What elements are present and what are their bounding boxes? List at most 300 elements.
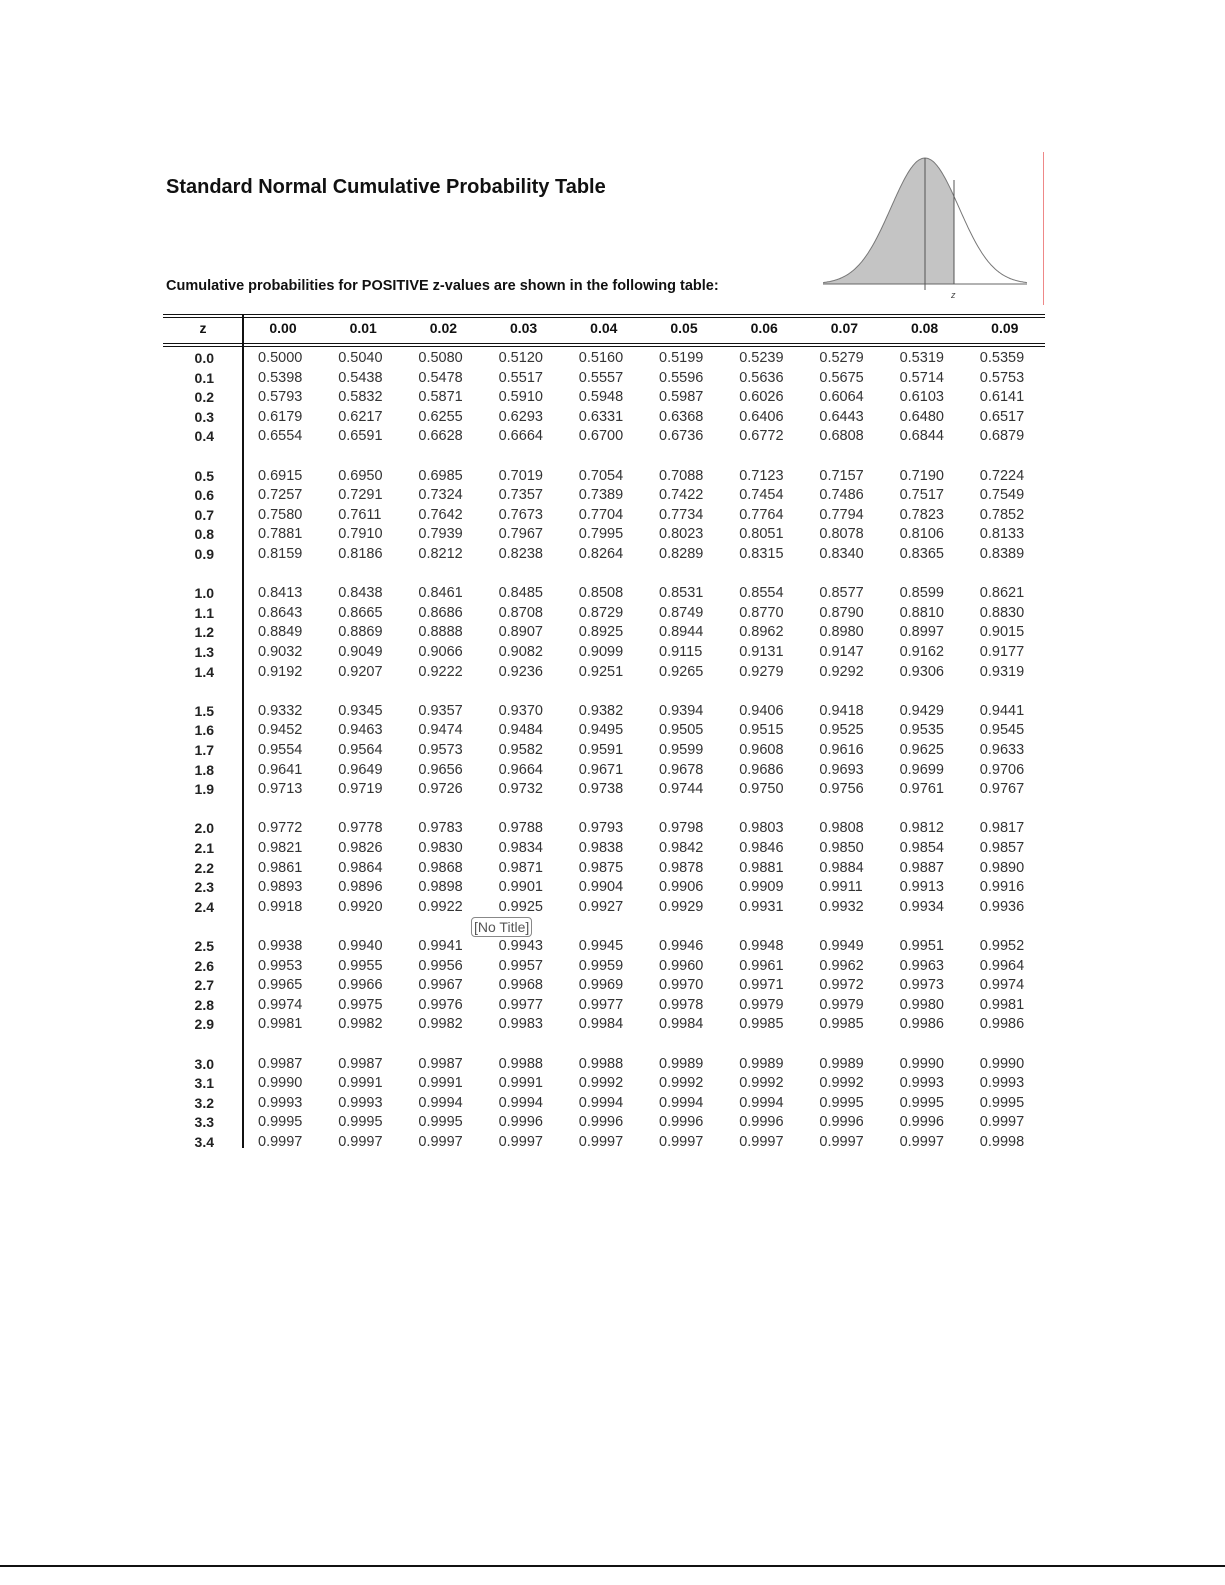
z-value: 2.2: [194, 859, 214, 876]
probability-cell: 0.9495: [578, 722, 624, 739]
probability-cell: 0.9890: [979, 859, 1025, 876]
z-value: 0.9: [194, 546, 214, 562]
probability-cell: 0.9988: [498, 1055, 543, 1072]
probability-cell: 0.9649: [338, 761, 383, 778]
probability-cell: 0.9406: [739, 702, 784, 719]
probability-cell: 0.9599: [659, 742, 704, 758]
probability-cell: 0.8508: [578, 585, 624, 602]
probability-cell: 0.9719: [338, 781, 383, 798]
probability-cell: 0.6554: [258, 428, 303, 445]
probability-cell: 0.9997: [418, 1134, 463, 1150]
table-row: [163, 722, 1045, 742]
probability-cell: 0.9974: [979, 977, 1025, 994]
probability-cell: 0.8869: [338, 624, 383, 641]
probability-cell: 0.9990: [258, 1075, 303, 1092]
probability-cell: 0.5753: [979, 369, 1025, 386]
probability-cell: 0.8830: [979, 604, 1025, 621]
z-value: 1.5: [194, 702, 214, 719]
probability-cell: 0.9641: [258, 761, 303, 778]
probability-cell: 0.5080: [418, 350, 463, 366]
probability-cell: 0.8907: [498, 624, 543, 641]
table-row: [163, 546, 1045, 566]
probability-cell: 0.9996: [819, 1114, 864, 1131]
probability-cell: 0.6141: [979, 389, 1025, 406]
probability-cell: 0.9783: [418, 820, 463, 837]
probability-cell: 0.7910: [338, 526, 383, 543]
probability-cell: 0.7517: [899, 487, 944, 504]
probability-cell: 0.9965: [258, 977, 303, 994]
probability-cell: 0.8810: [899, 604, 944, 621]
column-header: 0.01: [349, 320, 377, 336]
probability-cell: 0.9943: [498, 938, 543, 954]
probability-cell: 0.6985: [418, 467, 463, 484]
probability-cell: 0.9995: [418, 1114, 463, 1131]
z-value: 2.7: [194, 977, 214, 994]
probability-cell: 0.5120: [498, 350, 543, 366]
probability-cell: 0.9750: [739, 781, 784, 798]
probability-cell: 0.8997: [899, 624, 944, 641]
table-caption: Cumulative probabilities for POSITIVE z-values are shown in the following table:: [166, 278, 719, 294]
probability-cell: 0.9525: [819, 722, 864, 739]
probability-cell: 0.6331: [578, 408, 624, 425]
probability-cell: 0.8708: [498, 604, 543, 621]
probability-cell: 0.9292: [819, 663, 864, 680]
probability-cell: 0.9573: [418, 742, 463, 758]
probability-cell: 0.9418: [819, 702, 864, 719]
probability-cell: 0.7939: [418, 526, 463, 543]
probability-cell: 0.6664: [498, 428, 543, 445]
probability-cell: 0.9904: [578, 879, 624, 896]
probability-cell: 0.9678: [659, 761, 704, 778]
probability-cell: 0.9949: [819, 938, 864, 954]
probability-cell: 0.9370: [498, 702, 543, 719]
probability-cell: 0.9983: [498, 1016, 543, 1033]
z-value: 0.0: [194, 350, 214, 366]
probability-cell: 0.5478: [418, 369, 463, 386]
probability-cell: 0.9357: [418, 702, 463, 719]
probability-cell: 0.7611: [338, 506, 382, 523]
probability-cell: 0.9441: [979, 702, 1025, 719]
probability-cell: 0.9015: [979, 624, 1025, 641]
probability-cell: 0.6879: [979, 428, 1025, 445]
probability-cell: 0.7291: [338, 487, 383, 504]
probability-cell: 0.9962: [819, 957, 864, 974]
probability-cell: 0.9319: [979, 663, 1025, 680]
probability-cell: 0.9864: [338, 859, 383, 876]
probability-cell: 0.9901: [498, 879, 543, 896]
probability-cell: 0.5517: [498, 369, 543, 386]
probability-cell: 0.9987: [418, 1055, 463, 1072]
probability-cell: 0.9884: [819, 859, 864, 876]
probability-cell: 0.9817: [979, 820, 1025, 837]
probability-cell: 0.9793: [578, 820, 624, 837]
z-value: 2.3: [194, 879, 214, 896]
probability-cell: 0.9992: [578, 1075, 624, 1092]
probability-cell: 0.7190: [899, 467, 944, 484]
z-value: 0.5: [194, 467, 214, 484]
probability-cell: 0.8212: [418, 546, 463, 562]
probability-cell: 0.9995: [819, 1094, 864, 1111]
probability-cell: 0.5675: [819, 369, 864, 386]
probability-cell: 0.5714: [899, 369, 944, 386]
probability-cell: 0.5871: [418, 389, 463, 406]
probability-cell: 0.8665: [338, 604, 383, 621]
probability-cell: 0.9554: [258, 742, 303, 758]
probability-cell: 0.9082: [498, 644, 543, 660]
probability-cell: 0.5000: [258, 350, 303, 366]
probability-cell: 0.7123: [739, 467, 784, 484]
probability-cell: 0.9803: [739, 820, 784, 837]
column-divider: [242, 314, 244, 1148]
table-row: [163, 507, 1045, 527]
table-body: [163, 347, 1045, 1157]
probability-cell: 0.9955: [338, 957, 383, 974]
probability-cell: 0.9812: [899, 820, 944, 837]
probability-cell: 0.9997: [338, 1134, 383, 1150]
probability-cell: 0.7881: [258, 526, 303, 543]
probability-cell: 0.9991: [498, 1075, 543, 1092]
probability-cell: 0.5438: [338, 369, 383, 386]
table-row: [163, 487, 1045, 507]
probability-cell: 0.9948: [739, 938, 784, 954]
probability-cell: 0.9625: [899, 742, 944, 758]
z-label: z: [951, 290, 956, 300]
probability-cell: 0.9265: [659, 663, 704, 680]
z-value: 2.1: [194, 840, 214, 856]
probability-cell: 0.5910: [498, 389, 543, 406]
z-value: 2.5: [194, 938, 214, 954]
probability-cell: 0.9986: [899, 1016, 944, 1033]
z-value: 0.7: [194, 506, 214, 523]
table-row: [163, 350, 1045, 370]
probability-cell: 0.9535: [899, 722, 944, 739]
probability-cell: 0.9756: [819, 781, 864, 798]
probability-cell: 0.9996: [899, 1114, 944, 1131]
probability-cell: 0.9925: [498, 898, 543, 915]
probability-cell: 0.5948: [578, 389, 624, 406]
probability-cell: 0.5319: [899, 350, 944, 366]
probability-cell: 0.9664: [498, 761, 543, 778]
probability-cell: 0.9821: [258, 840, 303, 856]
probability-cell: 0.8944: [659, 624, 704, 641]
probability-cell: 0.9997: [739, 1134, 784, 1150]
probability-cell: 0.9990: [899, 1055, 944, 1072]
probability-cell: 0.8577: [819, 585, 864, 602]
column-header: 0.00: [269, 320, 297, 336]
probability-cell: 0.9994: [659, 1094, 704, 1111]
probability-cell: 0.9463: [338, 722, 383, 739]
table-row: [163, 762, 1045, 782]
probability-table: [163, 314, 1045, 1157]
probability-cell: 0.9032: [258, 644, 303, 660]
probability-cell: 0.9671: [578, 761, 624, 778]
probability-cell: 0.9808: [819, 820, 864, 837]
probability-cell: 0.5359: [979, 350, 1025, 366]
probability-cell: 0.9898: [418, 879, 463, 896]
probability-cell: 0.9906: [659, 879, 704, 896]
probability-cell: 0.9826: [338, 840, 383, 856]
probability-cell: 0.7995: [578, 526, 624, 543]
probability-cell: 0.9279: [739, 663, 784, 680]
probability-cell: 0.9997: [578, 1134, 624, 1150]
probability-cell: 0.8531: [659, 585, 704, 602]
column-header: 0.05: [670, 320, 698, 336]
probability-cell: 0.9966: [338, 977, 383, 994]
probability-cell: 0.8106: [899, 526, 944, 543]
probability-cell: 0.7549: [979, 487, 1025, 504]
probability-cell: 0.9967: [418, 977, 463, 994]
probability-cell: 0.9995: [979, 1094, 1025, 1111]
table-row: [163, 526, 1045, 546]
table-row: [163, 468, 1045, 488]
probability-cell: 0.6255: [418, 408, 463, 425]
probability-cell: 0.9868: [418, 859, 463, 876]
probability-cell: 0.9922: [418, 898, 463, 915]
z-value: 1.9: [194, 781, 214, 798]
probability-cell: 0.9993: [979, 1075, 1025, 1092]
probability-cell: 0.9987: [338, 1055, 383, 1072]
probability-cell: 0.9989: [819, 1055, 864, 1072]
column-header: 0.08: [910, 320, 939, 336]
probability-cell: 0.9963: [899, 957, 944, 974]
probability-cell: 0.9505: [659, 722, 704, 739]
probability-cell: 0.9996: [578, 1114, 624, 1131]
probability-cell: 0.9988: [578, 1055, 624, 1072]
probability-cell: 0.9207: [338, 663, 383, 680]
table-row: [163, 370, 1045, 390]
probability-cell: 0.9946: [659, 938, 704, 954]
probability-cell: 0.9959: [578, 957, 624, 974]
table-row: [163, 1056, 1045, 1076]
probability-cell: 0.9332: [258, 702, 303, 719]
probability-cell: 0.6700: [578, 428, 624, 445]
probability-cell: 0.9909: [739, 879, 784, 896]
probability-cell: 0.9979: [819, 996, 864, 1013]
table-row: [163, 820, 1045, 840]
z-value: 0.8: [194, 526, 214, 543]
z-value: 1.6: [194, 722, 214, 739]
table-row: [163, 644, 1045, 664]
probability-cell: 0.9997: [899, 1134, 944, 1150]
shaded-area: [823, 158, 954, 284]
z-value: 3.1: [194, 1075, 214, 1092]
probability-cell: 0.9686: [739, 761, 784, 778]
probability-cell: 0.9995: [338, 1114, 383, 1131]
probability-cell: 0.9952: [979, 938, 1025, 954]
probability-cell: 0.7019: [498, 467, 543, 484]
probability-cell: 0.9979: [739, 996, 784, 1013]
tooltip: [No Title]: [471, 917, 532, 937]
probability-cell: 0.7734: [659, 506, 704, 523]
probability-cell: 0.9861: [258, 859, 303, 876]
probability-cell: 0.9997: [258, 1134, 303, 1150]
probability-cell: 0.6517: [979, 408, 1025, 425]
probability-cell: 0.8770: [739, 604, 784, 621]
probability-cell: 0.6217: [338, 408, 383, 425]
z-value: 0.1: [194, 369, 214, 386]
probability-cell: 0.9236: [498, 663, 543, 680]
table-row: [163, 977, 1045, 997]
z-value: 0.4: [194, 428, 214, 445]
probability-cell: 0.9788: [498, 820, 543, 837]
probability-cell: 0.9974: [258, 996, 303, 1013]
probability-cell: 0.5832: [338, 389, 383, 406]
probability-cell: 0.9992: [819, 1075, 864, 1092]
probability-cell: 0.9992: [739, 1075, 784, 1092]
probability-cell: 0.8365: [899, 546, 944, 562]
probability-cell: 0.9744: [659, 781, 704, 798]
probability-cell: 0.8599: [899, 585, 944, 602]
z-value: 3.4: [194, 1134, 214, 1150]
probability-cell: 0.9993: [338, 1094, 383, 1111]
probability-cell: 0.9633: [979, 742, 1025, 758]
probability-cell: 0.9066: [418, 644, 463, 660]
probability-cell: 0.9147: [819, 644, 864, 660]
table-row: [163, 1075, 1045, 1095]
probability-cell: 0.9997: [498, 1134, 543, 1150]
probability-cell: 0.9964: [979, 957, 1025, 974]
probability-cell: 0.8238: [498, 546, 543, 562]
probability-cell: 0.9972: [819, 977, 864, 994]
probability-cell: 0.9049: [338, 644, 383, 660]
table-row: [163, 938, 1045, 958]
probability-cell: 0.6772: [739, 428, 784, 445]
probability-cell: 0.8749: [659, 604, 704, 621]
probability-cell: 0.9992: [659, 1075, 704, 1092]
probability-cell: 0.7257: [258, 487, 303, 504]
z-value: 3.0: [194, 1055, 214, 1072]
probability-cell: 0.8980: [819, 624, 864, 641]
z-value: 1.4: [194, 663, 214, 680]
table-row: [163, 742, 1045, 762]
probability-cell: 0.6406: [739, 408, 784, 425]
probability-cell: 0.7794: [819, 506, 864, 523]
table-row: [163, 840, 1045, 860]
probability-cell: 0.9938: [258, 938, 303, 954]
probability-cell: 0.7088: [659, 467, 704, 484]
probability-cell: 0.9975: [338, 996, 383, 1013]
probability-cell: 0.9984: [578, 1016, 624, 1033]
table-row: [163, 1016, 1045, 1036]
probability-cell: 0.9994: [418, 1094, 463, 1111]
probability-cell: 0.9656: [418, 761, 463, 778]
column-header: 0.07: [830, 320, 859, 336]
probability-cell: 0.8264: [578, 546, 624, 562]
probability-cell: 0.9099: [578, 644, 624, 660]
probability-cell: 0.9968: [498, 977, 543, 994]
probability-cell: 0.6026: [739, 389, 784, 406]
probability-cell: 0.8485: [498, 585, 543, 602]
probability-cell: 0.9932: [819, 898, 864, 915]
probability-cell: 0.9997: [819, 1134, 864, 1150]
probability-cell: 0.6628: [418, 428, 463, 445]
probability-cell: 0.9970: [659, 977, 704, 994]
probability-cell: 0.8186: [338, 546, 383, 562]
probability-cell: 0.9920: [338, 898, 383, 915]
probability-cell: 0.9798: [659, 820, 704, 837]
probability-cell: 0.9997: [979, 1114, 1025, 1131]
z-value: 2.0: [194, 820, 214, 837]
probability-cell: 0.9834: [498, 840, 543, 856]
probability-cell: 0.9953: [258, 957, 303, 974]
probability-cell: 0.9306: [899, 663, 944, 680]
probability-cell: 0.9993: [258, 1094, 303, 1111]
probability-cell: 0.9940: [338, 938, 383, 954]
probability-cell: 0.9484: [498, 722, 543, 739]
page-title: Standard Normal Cumulative Probability Table: [166, 176, 606, 198]
probability-cell: 0.9985: [739, 1016, 784, 1033]
z-value: 1.7: [194, 742, 214, 758]
z-value: 0.3: [194, 408, 214, 425]
normal-curve-figure: [815, 150, 1035, 305]
probability-cell: 0.6844: [899, 428, 944, 445]
probability-cell: 0.9515: [739, 722, 784, 739]
probability-cell: 0.9850: [819, 840, 864, 856]
probability-cell: 0.9980: [899, 996, 944, 1013]
probability-cell: 0.8554: [739, 585, 784, 602]
probability-cell: 0.9978: [659, 996, 704, 1013]
z-value: 1.1: [194, 604, 214, 621]
probability-cell: 0.9918: [258, 898, 303, 915]
probability-cell: 0.9616: [819, 742, 864, 758]
probability-cell: 0.5199: [659, 350, 704, 366]
probability-cell: 0.8790: [819, 604, 864, 621]
probability-cell: 0.9960: [659, 957, 704, 974]
probability-cell: 0.5793: [258, 389, 303, 406]
probability-cell: 0.9713: [258, 781, 303, 798]
probability-cell: 0.8621: [979, 585, 1025, 602]
probability-cell: 0.9608: [739, 742, 784, 758]
probability-cell: 0.9881: [739, 859, 784, 876]
z-header: z: [199, 320, 207, 336]
probability-cell: 0.9996: [659, 1114, 704, 1131]
probability-cell: 0.8888: [418, 624, 463, 641]
probability-cell: 0.9998: [979, 1134, 1025, 1150]
z-value: 1.0: [194, 585, 214, 602]
probability-cell: 0.7486: [819, 487, 864, 504]
table-row: [163, 879, 1045, 899]
probability-cell: 0.9981: [258, 1016, 303, 1033]
probability-cell: 0.9846: [739, 840, 784, 856]
probability-cell: 0.9131: [739, 644, 784, 660]
table-row: [163, 664, 1045, 684]
z-value: 2.4: [194, 898, 214, 915]
probability-cell: 0.7704: [578, 506, 624, 523]
table-row: [163, 428, 1045, 448]
probability-cell: 0.9996: [498, 1114, 543, 1131]
z-value: 0.2: [194, 389, 214, 406]
probability-cell: 0.9429: [899, 702, 944, 719]
table-row: [163, 1134, 1045, 1154]
probability-cell: 0.9394: [659, 702, 704, 719]
table-row: [163, 585, 1045, 605]
z-value: 2.8: [194, 996, 214, 1013]
probability-cell: 0.9991: [338, 1075, 383, 1092]
probability-cell: 0.9693: [819, 761, 864, 778]
probability-cell: 0.7357: [498, 487, 543, 504]
probability-cell: 0.9857: [979, 840, 1025, 856]
probability-cell: 0.9977: [578, 996, 624, 1013]
probability-cell: 0.6950: [338, 467, 383, 484]
probability-cell: 0.9887: [899, 859, 944, 876]
probability-cell: 0.9993: [899, 1075, 944, 1092]
probability-cell: 0.8925: [578, 624, 624, 641]
probability-cell: 0.9871: [498, 859, 543, 876]
probability-cell: 0.9177: [979, 644, 1025, 660]
probability-cell: 0.9842: [659, 840, 704, 856]
probability-cell: 0.5040: [338, 350, 383, 366]
probability-cell: 0.9995: [258, 1114, 303, 1131]
